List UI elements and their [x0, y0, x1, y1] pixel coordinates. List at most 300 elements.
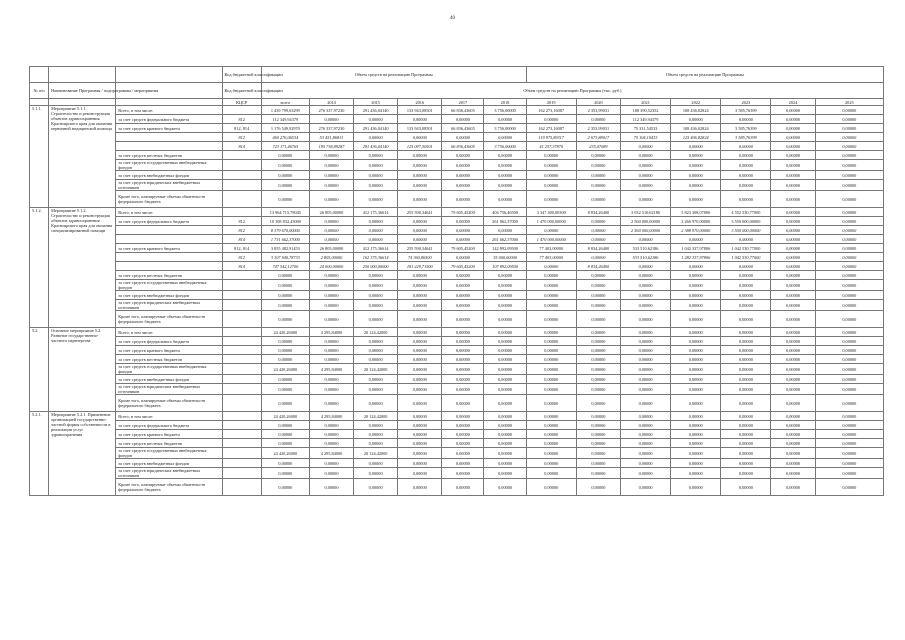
year-value: 3 347 400,00300 [526, 208, 576, 217]
year-value: 0,00000 [671, 300, 721, 311]
year-value: 125 406,82824 [671, 133, 721, 142]
year-value: 0,00000 [815, 375, 883, 384]
header-empty [30, 99, 49, 106]
year-value: 0,00000 [815, 106, 883, 115]
year-value: 0,00000 [398, 235, 442, 244]
year-value: 0,00000 [484, 468, 526, 479]
funding-source: Кроме того, планируемые объемы обязательств федерального бюджета [116, 479, 222, 496]
year-value: 0,00000 [771, 355, 815, 364]
year-value: 41 257,37870 [526, 142, 576, 151]
kcsr-code [222, 355, 261, 364]
year-value: 0,00000 [671, 291, 721, 300]
year-value: 0,00000 [771, 226, 815, 235]
table-row [30, 151, 884, 160]
year-value: 0,00000 [398, 115, 442, 124]
table-row [30, 115, 884, 124]
year-value: 0,00000 [354, 217, 398, 226]
year-value: 0,00000 [398, 459, 442, 468]
year-value: 0,00000 [442, 133, 484, 142]
year-value: 0,00000 [671, 459, 721, 468]
year-value: 0,00000 [771, 291, 815, 300]
year-value: 0,00000 [526, 311, 576, 328]
year-value: 0,00000 [442, 439, 484, 448]
year-value: 2 560 000,00000 [620, 226, 670, 235]
total-value: 747 542,12700 [261, 262, 309, 271]
year-value: 0,00000 [484, 430, 526, 439]
year-value: 0,00000 [721, 448, 771, 459]
year-value: 133 943,08501 [398, 124, 442, 133]
year-value: 0,00000 [620, 271, 670, 280]
year-value: 0,00000 [484, 459, 526, 468]
year-value: 0,00000 [771, 375, 815, 384]
year-value: 20 124,42000 [354, 412, 398, 421]
year-value: 0,00000 [815, 448, 883, 459]
table-row [30, 468, 884, 479]
year-value: 0,00000 [721, 430, 771, 439]
year-value: 3 585,76399 [721, 106, 771, 115]
kcsr-code [222, 395, 261, 412]
year-value: 0,00000 [398, 271, 442, 280]
year-value: 0,00000 [771, 280, 815, 291]
year-value: 0,00000 [815, 271, 883, 280]
funding-source: за счет средств местных бюджетов [116, 271, 222, 280]
year-value: 0,00000 [309, 151, 353, 160]
funding-source [116, 133, 222, 142]
year-value: 0,00000 [771, 328, 815, 337]
header-year: 2015 [354, 99, 398, 106]
year-value: 0,00000 [576, 235, 620, 244]
total-value: 0,00000 [261, 479, 309, 496]
year-value: 533 510,62186 [620, 253, 670, 262]
table-row [30, 217, 884, 226]
kcsr-code: 812 [222, 115, 261, 124]
year-value: 0,00000 [771, 208, 815, 217]
header-budget-class: Код бюджетной классификации [222, 67, 261, 83]
year-value: 0,00000 [721, 311, 771, 328]
year-value: 66 836,43605 [442, 142, 484, 151]
year-value: 0,00000 [484, 180, 526, 191]
year-value: 0,00000 [815, 311, 883, 328]
header-total: всего [261, 99, 309, 106]
year-value: 0,00000 [526, 328, 576, 337]
year-value: 3 756,00000 [484, 142, 526, 151]
year-value: 0,00000 [526, 115, 576, 124]
year-value: 0,00000 [484, 395, 526, 412]
year-value: 0,00000 [354, 479, 398, 496]
year-value: 0,00000 [671, 171, 721, 180]
year-value: 35 000,00000 [484, 253, 526, 262]
funding-source [116, 226, 222, 235]
funding-source: за счет средств федерального бюджета [116, 337, 222, 346]
table-row [30, 430, 884, 439]
kcsr-code [222, 311, 261, 328]
year-value: 0,00000 [484, 412, 526, 421]
year-value: 0,00000 [576, 337, 620, 346]
total-value: 0,00000 [261, 280, 309, 291]
year-value: 0,00000 [442, 311, 484, 328]
year-value: 0,00000 [771, 160, 815, 171]
year-value: 0,00000 [721, 262, 771, 271]
total-value: 3 107 940,78733 [261, 253, 309, 262]
year-value: 235,07089 [576, 142, 620, 151]
year-value: 0,00000 [309, 375, 353, 384]
year-value: 0,00000 [576, 160, 620, 171]
year-value: 2 353,99031 [576, 124, 620, 133]
year-value: 0,00000 [771, 124, 815, 133]
year-value: 0,00000 [526, 395, 576, 412]
year-value: 0,00000 [815, 280, 883, 291]
year-value: 0,00000 [620, 328, 670, 337]
year-value: 0,00000 [576, 253, 620, 262]
year-value: 0,00000 [576, 430, 620, 439]
table-row [30, 191, 884, 208]
year-value: 133 943,08501 [398, 106, 442, 115]
year-value: 0,00000 [620, 311, 670, 328]
kcsr-code: 812 [222, 133, 261, 142]
year-value: 0,00000 [620, 180, 670, 191]
header-year: 2022 [671, 99, 721, 106]
year-value: 0,00000 [526, 375, 576, 384]
kcsr-code [222, 180, 261, 191]
year-value: 0,00000 [620, 300, 670, 311]
year-value: 412 175,36614 [354, 208, 398, 217]
year-value: 0,00000 [771, 180, 815, 191]
kcsr-code: 812 [222, 217, 261, 226]
year-value: 77 403,00000 [526, 244, 576, 253]
year-value: 0,00000 [771, 133, 815, 142]
year-value: 0,00000 [721, 468, 771, 479]
year-value: 0,00000 [484, 191, 526, 208]
year-value: 0,00000 [576, 328, 620, 337]
year-value: 162 273,16087 [526, 124, 576, 133]
year-value: 107 892,09500 [484, 262, 526, 271]
year-value: 0,00000 [309, 217, 353, 226]
year-value: 0,00000 [721, 439, 771, 448]
year-value: 0,00000 [442, 328, 484, 337]
kcsr-code [222, 448, 261, 459]
year-value: 1 470 000,00000 [526, 217, 576, 226]
year-value: 0,00000 [771, 106, 815, 115]
year-value: 0,00000 [815, 115, 883, 124]
year-value: 4 295,84000 [309, 364, 353, 375]
year-value: 1 470 000,00000 [526, 235, 576, 244]
year-value: 0,00000 [620, 459, 670, 468]
header-empty [49, 99, 116, 106]
year-value: 0,00000 [620, 375, 670, 384]
kcsr-code: 812, 814 [222, 244, 261, 253]
measure-name: Мероприятие 5.2.1. Применение организацией государственно-частной формы собственности в реализации услуг здравоохранения [49, 412, 116, 496]
year-value: 0,00000 [484, 311, 526, 328]
year-value: 0,00000 [484, 355, 526, 364]
year-value: 0,00000 [309, 226, 353, 235]
year-value: 0,00000 [442, 355, 484, 364]
kcsr-code [222, 364, 261, 375]
row-number: 5.2. [30, 328, 49, 412]
table-row [30, 337, 884, 346]
year-value: 0,00000 [671, 355, 721, 364]
funding-source: Всего, в том числе: [116, 412, 222, 421]
year-value: 0,00000 [526, 337, 576, 346]
year-value: 0,00000 [771, 384, 815, 395]
year-value: 125 097,50501 [398, 142, 442, 151]
year-value: 0,00000 [620, 151, 670, 160]
year-value: 0,00000 [398, 384, 442, 395]
table-row [30, 235, 884, 244]
header-year: 2018 [484, 99, 526, 106]
year-value: 0,00000 [671, 262, 721, 271]
year-value: 0,00000 [815, 364, 883, 375]
year-value: 0,00000 [398, 226, 442, 235]
table-row [30, 271, 884, 280]
funding-source: за счет средств юридических внебюджетных источников [116, 180, 222, 191]
year-value: 0,00000 [442, 448, 484, 459]
year-value: 0,00000 [309, 346, 353, 355]
year-value: 1 282 337,97806 [671, 253, 721, 262]
year-value: 108 436,02824 [671, 124, 721, 133]
year-value: 0,00000 [576, 479, 620, 496]
year-value: 0,00000 [620, 171, 670, 180]
year-value: 0,00000 [484, 115, 526, 124]
kcsr-code [222, 208, 261, 217]
year-value: 0,00000 [815, 217, 883, 226]
year-value: 2 353,99031 [576, 106, 620, 115]
table-row [30, 291, 884, 300]
header-empty [116, 67, 222, 83]
header-empty [49, 67, 116, 83]
year-value: 0,00000 [484, 300, 526, 311]
year-value: 0,00000 [721, 412, 771, 421]
year-value: 0,00000 [721, 479, 771, 496]
year-value: 0,00000 [576, 384, 620, 395]
year-value: 0,00000 [398, 479, 442, 496]
kcsr-code [222, 430, 261, 439]
total-value: 0,00000 [261, 459, 309, 468]
year-value: 0,00000 [526, 300, 576, 311]
year-value: 0,00000 [442, 151, 484, 160]
year-value: 0,00000 [398, 180, 442, 191]
year-value: 0,00000 [771, 142, 815, 151]
year-value: 0,00000 [815, 384, 883, 395]
table-row [30, 479, 884, 496]
funding-source: за счет средств местных бюджетов [116, 355, 222, 364]
year-value: 0,00000 [398, 151, 442, 160]
year-value: 26 805,00000 [309, 244, 353, 253]
year-value: 0,00000 [815, 133, 883, 142]
year-value: 162 375,36614 [354, 253, 398, 262]
year-value: 0,00000 [671, 328, 721, 337]
funding-table [29, 66, 884, 496]
total-value: 0,00000 [261, 384, 309, 395]
year-value: 0,00000 [721, 300, 771, 311]
year-value: 0,00000 [354, 271, 398, 280]
total-value: 0,00000 [261, 180, 309, 191]
year-value: 0,00000 [398, 160, 442, 171]
year-value: 0,00000 [576, 439, 620, 448]
year-value: 0,00000 [442, 468, 484, 479]
year-value: 0,00000 [526, 430, 576, 439]
table-row [30, 133, 884, 142]
year-value: 0,00000 [771, 395, 815, 412]
year-value: 0,00000 [526, 171, 576, 180]
funding-source: за счет средств государственных внебюджетных фондов [116, 280, 222, 291]
year-value: 0,00000 [484, 151, 526, 160]
total-value: 0,00000 [261, 191, 309, 208]
year-value: 0,00000 [815, 412, 883, 421]
year-value: 0,00000 [484, 226, 526, 235]
year-value: 0,00000 [398, 395, 442, 412]
kcsr-code: 814 [222, 142, 261, 151]
table-row [30, 253, 884, 262]
kcsr-code [222, 291, 261, 300]
year-value: 0,00000 [576, 468, 620, 479]
year-value: 0,00000 [721, 459, 771, 468]
year-value: 0,00000 [815, 180, 883, 191]
year-value: 0,00000 [671, 375, 721, 384]
year-value: 0,00000 [815, 244, 883, 253]
year-value: 0,00000 [576, 180, 620, 191]
year-value: 0,00000 [771, 235, 815, 244]
kcsr-code [222, 328, 261, 337]
table-row [30, 106, 884, 115]
table-row [30, 448, 884, 459]
year-value: 0,00000 [442, 337, 484, 346]
header-volume-total: Объем средств на реализацию Программы [261, 67, 526, 83]
year-value: 0,00000 [815, 468, 883, 479]
year-value: 0,00000 [309, 115, 353, 124]
kcsr-code [222, 300, 261, 311]
year-value: 0,00000 [398, 346, 442, 355]
year-value: 261 862,37000 [484, 217, 526, 226]
table-row [30, 328, 884, 337]
year-value: 0,00000 [671, 160, 721, 171]
year-value: 0,00000 [620, 191, 670, 208]
funding-source [116, 262, 222, 271]
year-value: 3 550 000,00000 [721, 217, 771, 226]
year-value: 0,00000 [354, 311, 398, 328]
year-value: 108 436,02824 [671, 106, 721, 115]
year-value: 0,00000 [484, 133, 526, 142]
total-value: 723 171,46765 [261, 142, 309, 151]
year-value: 3 756,00000 [484, 106, 526, 115]
year-value: 0,00000 [442, 300, 484, 311]
kcsr-code [222, 171, 261, 180]
year-value: 0,00000 [442, 115, 484, 124]
total-value: 0,00000 [261, 439, 309, 448]
year-value: 0,00000 [721, 346, 771, 355]
year-value: 0,00000 [576, 115, 620, 124]
year-value: 0,00000 [721, 375, 771, 384]
year-value: 0,00000 [815, 142, 883, 151]
year-value: 291 436,04140 [354, 124, 398, 133]
year-value: 0,00000 [671, 337, 721, 346]
year-value: 0,00000 [771, 337, 815, 346]
year-value: 0,00000 [442, 191, 484, 208]
year-value: 0,00000 [484, 364, 526, 375]
year-value: 0,00000 [671, 384, 721, 395]
total-value: 1 731 662,37000 [261, 235, 309, 244]
total-value: 0,00000 [261, 271, 309, 280]
year-value: 291 436,04140 [354, 106, 398, 115]
year-value: 255 590,34641 [398, 244, 442, 253]
year-value: 0,00000 [620, 364, 670, 375]
year-value: 0,00000 [309, 171, 353, 180]
year-value: 0,00000 [671, 468, 721, 479]
kcsr-code: 812 [222, 226, 261, 235]
year-value: 0,00000 [354, 235, 398, 244]
year-value: 404 756,46500 [484, 208, 526, 217]
year-value: 0,00000 [771, 439, 815, 448]
year-value: 0,00000 [815, 235, 883, 244]
year-value: 24 000,00000 [309, 262, 353, 271]
kcsr-code [222, 191, 261, 208]
year-value: 0,00000 [671, 280, 721, 291]
year-value: 0,00000 [484, 337, 526, 346]
year-value: 533 510,62186 [620, 244, 670, 253]
table-row [30, 375, 884, 384]
year-value: 0,00000 [354, 226, 398, 235]
year-value: 0,00000 [309, 191, 353, 208]
total-value: 460 276,06534 [261, 133, 309, 142]
year-value: 0,00000 [576, 355, 620, 364]
year-value: 0,00000 [771, 364, 815, 375]
year-value: 0,00000 [771, 421, 815, 430]
header-year: 2023 [721, 99, 771, 106]
year-value: 0,00000 [771, 171, 815, 180]
total-value: 0,00000 [261, 300, 309, 311]
year-value: 75 331,54533 [620, 124, 670, 133]
table-row [30, 280, 884, 291]
table-row [30, 346, 884, 355]
year-value: 0,00000 [576, 412, 620, 421]
year-value: 0,00000 [721, 160, 771, 171]
year-value: 0,00000 [442, 346, 484, 355]
year-value: 0,00000 [354, 395, 398, 412]
year-value: 0,00000 [721, 271, 771, 280]
year-value: 0,00000 [815, 395, 883, 412]
table-row [30, 171, 884, 180]
table-row [30, 180, 884, 191]
year-value: 0,00000 [484, 271, 526, 280]
year-value: 3 585,76399 [721, 124, 771, 133]
year-value: 0,00000 [721, 421, 771, 430]
header-empty [116, 99, 222, 106]
year-value: 0,00000 [484, 479, 526, 496]
header-year: 2017 [442, 99, 484, 106]
year-value: 0,00000 [620, 439, 670, 448]
year-value: 181 229,71500 [398, 262, 442, 271]
year-value: 0,00000 [442, 217, 484, 226]
year-value: 79 605,45200 [442, 208, 484, 217]
year-value: 0,00000 [620, 160, 670, 171]
year-value: 0,00000 [815, 124, 883, 133]
year-value: 0,00000 [442, 171, 484, 180]
header-volume-years: Объем средств на реализацию Программы (тыс. руб.) [261, 83, 883, 99]
year-value: 20 124,42000 [354, 328, 398, 337]
year-value: 0,00000 [442, 253, 484, 262]
year-value: 0,00000 [721, 191, 771, 208]
year-value: 142 892,09500 [484, 244, 526, 253]
funding-source: Всего, в том числе: [116, 328, 222, 337]
year-value: 0,00000 [484, 171, 526, 180]
year-value: 0,00000 [620, 346, 670, 355]
year-value: 0,00000 [815, 459, 883, 468]
year-value: 0,00000 [771, 459, 815, 468]
year-value: 0,00000 [721, 235, 771, 244]
year-value: 0,00000 [721, 280, 771, 291]
total-value: 112 349,94379 [261, 115, 309, 124]
total-value: 0,00000 [261, 468, 309, 479]
year-value: 0,00000 [771, 479, 815, 496]
